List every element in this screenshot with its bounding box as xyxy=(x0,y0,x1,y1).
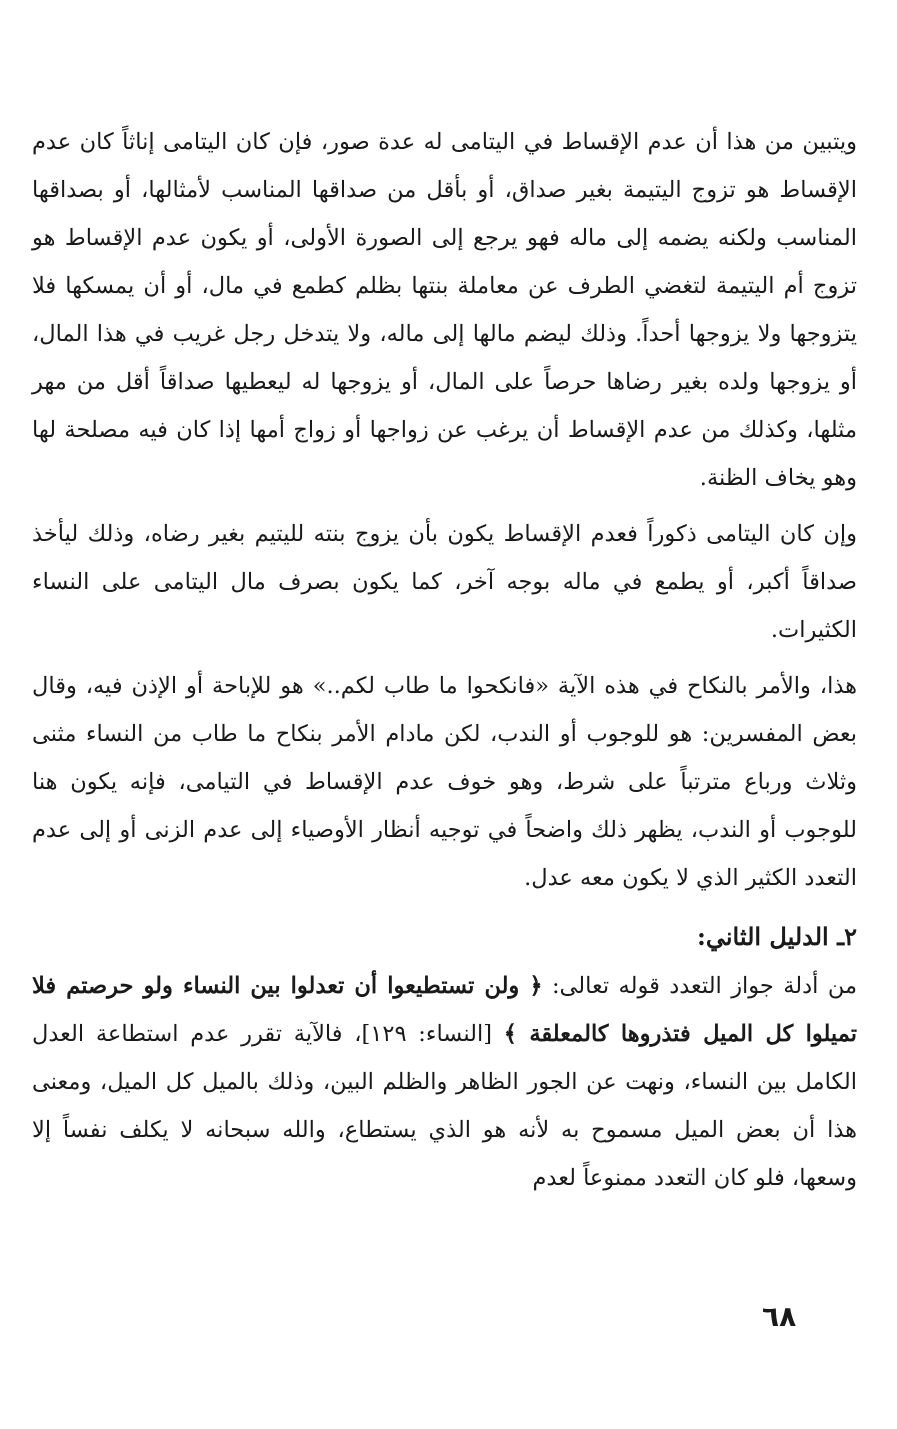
page-number: ٦٨ xyxy=(762,1300,797,1333)
section-heading: ٢ـ الدليل الثاني: xyxy=(696,922,857,951)
paragraph-orphan-forms: ويتبين من هذا أن عدم الإقساط في اليتامى له عدة صور، فإن كان اليتامى إناثاً كان عدم الإقساط هو تزوج اليتيمة بغير صداق، أو بأقل من صداقها المناسب لأمثالها، أو بصداقها المناسب ولكنه يضمه إلى ماله فهو يرجع إلى الصورة الأولى، أو يكون عدم الإقساط هو تزوج أم اليتيمة لتغضي الطرف عن معاملة بنتها بظلم كطمع في مال، أو أن يمسكها فلا يتزوجها ولا يزوجها أحداً. وذلك ليضم مالها إلى ماله، ولا يتدخل رجل غريب في هذا المال، أو يزوجها ولده بغير رضاها حرصاً على المال، أو يزوجها له ليعطيها صداقاً أقل من مهر مثلها، وكذلك من عدم الإقساط أن يرغب عن زواجها أو زواج أمها إذا كان فيه مصلحة لها وهو يخاف الظنة. xyxy=(32,129,857,491)
evidence-explanation: فالآية تقرر عدم استطاعة العدل الكامل بين النساء، ونهت عن الجور الظاهر والظلم البين، وذلك بالميل كل الميل، ومعنى هذا أن بعض الميل مسموح به لأنه هو الذي يستطاع، والله سبحانه لا يكلف نفساً إلا وسعها، فلو كان التعدد ممنوعاً لعدم xyxy=(32,1021,857,1191)
verse-citation: [النساء: ١٢٩]، xyxy=(354,1021,493,1047)
page-body xyxy=(32,118,857,1202)
paragraph-marriage-command: هذا، والأمر بالنكاح في هذه الآية «فانكحوا ما طاب لكم..» هو للإباحة أو الإذن فيه، وقال بعض المفسرين: هو للوجوب أو الندب، لكن مادام الأمر بنكاح ما طاب من النساء مثنى وثلاث ورباع مترتباً على شرط، وهو خوف عدم الإقساط في التيامى، فإنه يكون هنا للوجوب أو الندب، يظهر ذلك واضحاً في توجيه أنظار الأوصياء إلى عدم الزنى أو إلى عدم التعدد الكثير الذي لا يكون معه عدل. xyxy=(32,673,857,891)
paragraph-male-orphans: وإن كان اليتامى ذكوراً فعدم الإقساط يكون بأن يزوج بنته لليتيم بغير رضاه، وذلك ليأخذ صداقاً أكبر، أو يطمع في ماله بوجه آخر، كما يكون بصرف مال اليتامى على النساء الكثيرات. xyxy=(32,521,857,643)
paragraph-second-evidence xyxy=(32,962,857,1202)
quran-verse: ﴿ ولن تستطيعوا أن تعدلوا بين النساء ولو حرصتم فلا تميلوا كل الميل فتذروها كالمعلقة ﴾ xyxy=(32,973,857,1047)
evidence-intro: من أدلة جواز التعدد قوله تعالى: xyxy=(551,973,858,999)
